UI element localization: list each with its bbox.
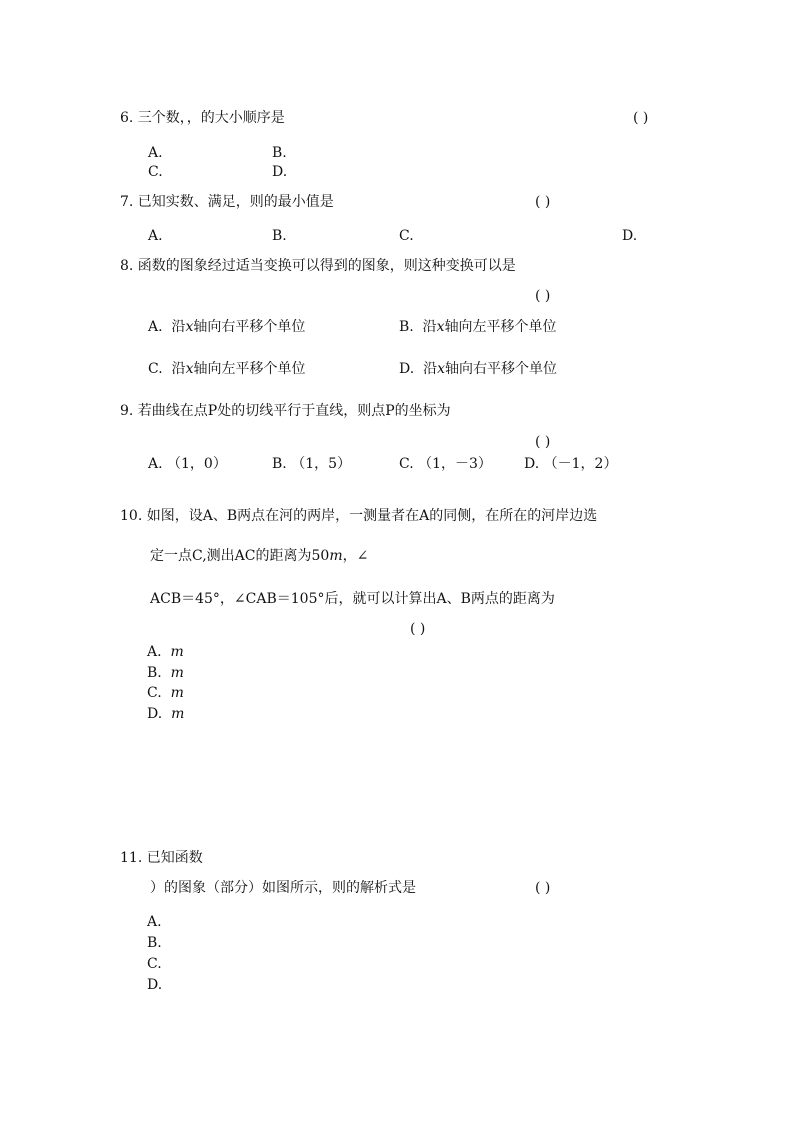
q11-answer-bracket: ( ) xyxy=(535,880,551,896)
q8-stem: 8. 函数的图象经过适当变换可以得到的图象，则这种变换可以是 xyxy=(120,258,516,274)
q6-option-d: D. xyxy=(272,164,288,180)
q8-option-a xyxy=(148,318,305,336)
q8-option-c-post: 轴向左平移个单位 xyxy=(193,361,306,377)
q6-stem: 6. 三个数，，的大小顺序是 xyxy=(120,110,285,126)
q6-answer-bracket: ( ) xyxy=(633,110,649,126)
q8-option-c-var: x xyxy=(185,361,194,377)
q8-option-a-pre: 沿 xyxy=(171,319,186,335)
q10-answer-bracket: ( ) xyxy=(410,621,426,637)
q7-answer-bracket: ( ) xyxy=(535,194,551,210)
q10-option-d-letter: D. xyxy=(147,706,163,722)
q8-option-b-letter: B. xyxy=(399,319,414,335)
q8-option-c xyxy=(148,360,305,378)
q8-option-b-var: x xyxy=(436,319,445,335)
q10-line-2-tail: ，∠ xyxy=(342,548,369,564)
q9-option-a: A. （1，0） xyxy=(148,456,227,472)
q8-option-b-post: 轴向左平移个单位 xyxy=(444,319,557,335)
q8-option-d xyxy=(399,360,557,378)
q10-line-2-text: 定一点C,测出AC的距离为50 xyxy=(150,548,330,564)
q8-option-a-post: 轴向右平移个单位 xyxy=(193,319,306,335)
q9-answer-bracket: ( ) xyxy=(535,434,551,450)
q6-option-b: B. xyxy=(272,145,287,161)
q8-option-a-var: x xyxy=(185,319,194,335)
q9-option-c: C. （1，－3） xyxy=(399,456,492,472)
q8-option-d-letter: D. xyxy=(399,361,415,377)
q7-option-a: A. xyxy=(148,228,163,244)
q8-answer-bracket: ( ) xyxy=(535,288,551,304)
q9-option-d: D. （－1，2） xyxy=(524,456,618,472)
q9-stem: 9. 若曲线在点P处的切线平行于直线，则点P的坐标为 xyxy=(120,403,451,419)
q10-option-d-unit: m xyxy=(171,706,185,722)
q8-option-a-letter: A. xyxy=(148,319,163,335)
q10-option-c-letter: C. xyxy=(147,685,162,701)
q7-option-d: D. xyxy=(622,228,638,244)
q10-line-3: ACB＝45°，∠CAB＝105°后，就可以计算出A、B两点的距离为 xyxy=(150,591,555,607)
q10-line-2-unit: m xyxy=(329,548,343,564)
q11-option-d: D. xyxy=(147,977,163,993)
q10-option-b-letter: B. xyxy=(147,665,162,681)
q6-option-c: C. xyxy=(148,164,163,180)
q10-option-d xyxy=(147,705,184,723)
q11-option-c: C. xyxy=(147,956,162,972)
q10-option-a-letter: A. xyxy=(147,644,162,660)
q10-option-a xyxy=(147,643,184,661)
q8-option-b-pre: 沿 xyxy=(422,319,437,335)
q7-option-b: B. xyxy=(272,228,287,244)
q10-option-c xyxy=(147,684,184,702)
q10-line-2 xyxy=(150,547,368,565)
q6-option-a: A. xyxy=(148,145,163,161)
q10-stem: 10. 如图，设A、B两点在河的两岸，一测量者在A的同侧，在所在的河岸边选 xyxy=(120,508,598,524)
q8-option-c-pre: 沿 xyxy=(171,361,186,377)
q10-option-b xyxy=(147,664,184,682)
q10-option-c-unit: m xyxy=(170,685,184,701)
q11-line-2: ）的图象（部分）如图所示，则的解析式是 xyxy=(150,880,416,896)
q11-option-a: A. xyxy=(147,914,162,930)
q11-stem: 11. 已知函数 xyxy=(120,850,203,866)
q8-option-d-pre: 沿 xyxy=(423,361,438,377)
q8-option-b xyxy=(399,318,557,336)
q8-option-c-letter: C. xyxy=(148,361,163,377)
q11-option-b: B. xyxy=(147,935,162,951)
q7-stem: 7. 已知实数、满足，则的最小值是 xyxy=(120,194,334,210)
q9-option-b: B. （1，5） xyxy=(272,456,352,472)
q10-option-b-unit: m xyxy=(170,665,184,681)
q7-option-c: C. xyxy=(399,228,414,244)
q8-option-d-var: x xyxy=(437,361,445,377)
q8-option-d-post: 轴向右平移个单位 xyxy=(445,361,557,377)
q10-option-a-unit: m xyxy=(170,644,184,660)
